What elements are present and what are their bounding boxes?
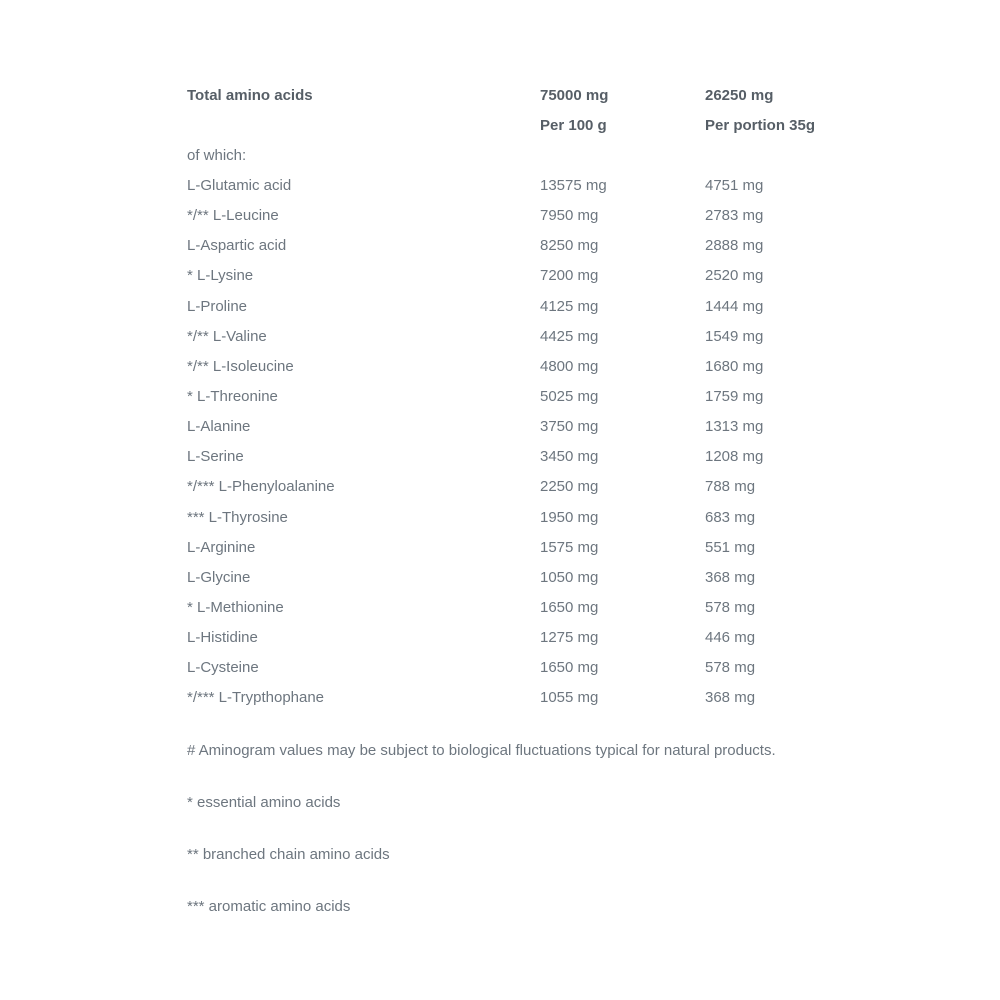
per-portion-value: 1444 mg <box>705 297 764 315</box>
per-100g-value: 1050 mg <box>540 568 599 586</box>
per-100g-value: 2250 mg <box>540 478 599 496</box>
amino-acid-name: L-Cysteine <box>187 659 259 677</box>
per-100g-value: 7200 mg <box>540 267 599 285</box>
amino-acid-rows <box>187 170 847 713</box>
per-100g-value: 4125 mg <box>540 297 599 315</box>
per-100g-value: 3450 mg <box>540 448 599 466</box>
per-100g-value: 13575 mg <box>540 176 607 194</box>
per-portion-value: 4751 mg <box>705 176 764 194</box>
per-portion-value: 1759 mg <box>705 387 764 405</box>
table-row <box>187 592 847 622</box>
amino-acid-name: */*** L-Trypthophane <box>187 689 325 707</box>
table-row <box>187 683 847 713</box>
footnote: ** branched chain amino acids <box>187 846 390 863</box>
table-row <box>187 623 847 653</box>
table-row <box>187 201 847 231</box>
per-portion-value: 578 mg <box>705 659 756 677</box>
footnote: *** aromatic amino acids <box>187 898 351 915</box>
amino-acid-name: L-Arginine <box>187 538 256 556</box>
per-portion-value: 368 mg <box>705 568 756 586</box>
amino-acid-name: * L-Methionine <box>187 598 284 616</box>
per-100g-value: 1275 mg <box>540 629 599 647</box>
footnote: # Aminogram values may be subject to biological fluctuations typical for natural products. <box>187 742 776 759</box>
column-label-per-portion: Per portion 35g <box>705 116 816 134</box>
table-row <box>187 653 847 683</box>
amino-acid-name: L-Glutamic acid <box>187 176 292 194</box>
footnotes <box>187 736 776 944</box>
table-header-row <box>187 80 847 110</box>
table-row <box>187 532 847 562</box>
amino-acid-name: L-Serine <box>187 448 244 466</box>
per-portion-value: 683 mg <box>705 508 756 526</box>
per-100g-value: 1575 mg <box>540 538 599 556</box>
per-portion-value: 1549 mg <box>705 327 764 345</box>
per-100g-value: 1650 mg <box>540 598 599 616</box>
amino-acid-name: */** L-Leucine <box>187 207 279 225</box>
table-row <box>187 291 847 321</box>
per-100g-value: 7950 mg <box>540 207 599 225</box>
per-100g-value: 1950 mg <box>540 508 599 526</box>
table-row <box>187 170 847 200</box>
amino-acid-name: L-Proline <box>187 297 248 315</box>
amino-acid-name: */** L-Valine <box>187 327 267 345</box>
table-row <box>187 502 847 532</box>
amino-acid-name: * L-Lysine <box>187 267 254 285</box>
per-100g-value: 4800 mg <box>540 357 599 375</box>
amino-acid-name: */** L-Isoleucine <box>187 357 294 375</box>
table-row <box>187 321 847 351</box>
per-100g-value: 4425 mg <box>540 327 599 345</box>
amino-acid-name: *** L-Thyrosine <box>187 508 288 526</box>
of-which-label: of which: <box>187 146 247 164</box>
per-portion-value: 446 mg <box>705 629 756 647</box>
amino-acid-name: L-Alanine <box>187 418 251 436</box>
per-portion-value: 788 mg <box>705 478 756 496</box>
table-row <box>187 442 847 472</box>
footnote: * essential amino acids <box>187 794 341 811</box>
per-100g-value: 8250 mg <box>540 237 599 255</box>
per-100g-value: 1055 mg <box>540 689 599 707</box>
per-portion-value: 551 mg <box>705 538 756 556</box>
per-portion-value: 2783 mg <box>705 207 764 225</box>
per-100g-value: 3750 mg <box>540 418 599 436</box>
table-row <box>187 351 847 381</box>
per-portion-value: 578 mg <box>705 598 756 616</box>
table-row <box>187 412 847 442</box>
table-row <box>187 231 847 261</box>
amino-acid-name: L-Glycine <box>187 568 251 586</box>
table-row <box>187 381 847 411</box>
total-per-portion-value: 26250 mg <box>705 86 774 104</box>
table-row <box>187 562 847 592</box>
per-portion-value: 1680 mg <box>705 357 764 375</box>
per-portion-value: 368 mg <box>705 689 756 707</box>
table-row <box>187 472 847 502</box>
section-label-row <box>187 140 847 170</box>
per-portion-value: 1313 mg <box>705 418 764 436</box>
amino-acid-name: L-Aspartic acid <box>187 237 287 255</box>
per-portion-value: 1208 mg <box>705 448 764 466</box>
per-portion-value: 2520 mg <box>705 267 764 285</box>
per-portion-value: 2888 mg <box>705 237 764 255</box>
amino-acid-name: L-Histidine <box>187 629 258 647</box>
amino-acid-name: * L-Threonine <box>187 387 278 405</box>
amino-acid-name: */*** L-Phenyloalanine <box>187 478 335 496</box>
total-per-100g-value: 75000 mg <box>540 86 609 104</box>
per-100g-value: 1650 mg <box>540 659 599 677</box>
amino-acids-table <box>187 80 847 713</box>
table-row <box>187 261 847 291</box>
column-labels-row <box>187 110 847 140</box>
per-100g-value: 5025 mg <box>540 387 599 405</box>
table-title: Total amino acids <box>187 86 313 104</box>
column-label-per-100g: Per 100 g <box>540 116 607 134</box>
